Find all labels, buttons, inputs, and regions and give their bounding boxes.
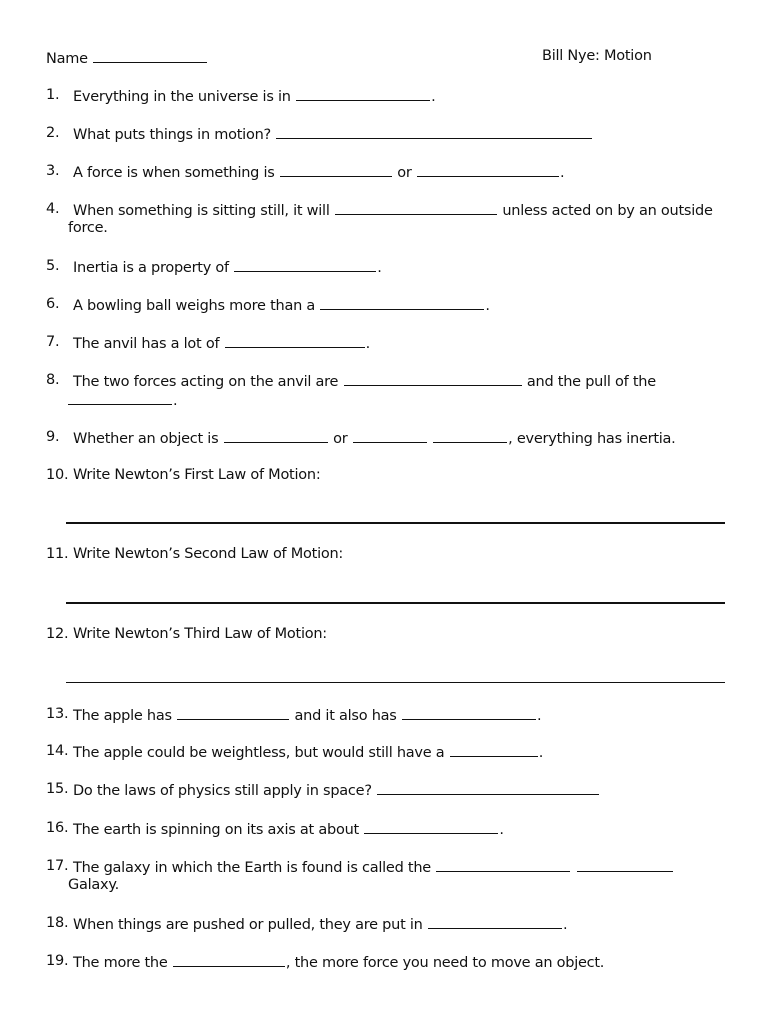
question-16: The earth is spinning on its axis at about . — [73, 819, 504, 840]
answer-blank[interactable] — [320, 295, 484, 310]
question-number: 1. — [46, 87, 60, 103]
question-number: 13. — [46, 706, 69, 722]
question-number: 9. — [46, 429, 60, 445]
answer-blank[interactable] — [433, 428, 507, 443]
answer-line[interactable] — [66, 682, 725, 683]
question-15: Do the laws of physics still apply in space? — [73, 780, 600, 801]
question-1: Everything in the universe is in . — [73, 86, 435, 107]
question-number: 8. — [46, 372, 60, 388]
answer-blank[interactable] — [364, 819, 498, 834]
question-3: A force is when something is or . — [73, 162, 564, 183]
question-2: What puts things in motion? — [73, 124, 593, 145]
question-12: Write Newton’s Third Law of Motion: — [73, 626, 327, 642]
question-number: 16. — [46, 820, 69, 836]
question-number: 7. — [46, 334, 60, 350]
question-4-continued: force. — [68, 220, 108, 236]
answer-blank[interactable] — [402, 705, 536, 720]
question-19: The more the , the more force you need to move an object. — [73, 952, 604, 973]
question-number: 14. — [46, 743, 69, 759]
answer-blank[interactable] — [173, 952, 285, 967]
question-number: 17. — [46, 858, 69, 874]
question-17: The galaxy in which the Earth is found is called the — [73, 857, 674, 878]
answer-blank[interactable] — [344, 371, 522, 386]
question-number: 5. — [46, 258, 60, 274]
question-7: The anvil has a lot of . — [73, 333, 370, 354]
name-line — [46, 48, 208, 67]
answer-blank[interactable] — [377, 780, 599, 795]
question-10: Write Newton’s First Law of Motion: — [73, 467, 321, 483]
worksheet-title: Bill Nye: Motion — [542, 48, 652, 64]
question-number: 19. — [46, 953, 69, 969]
question-number: 18. — [46, 915, 69, 931]
question-number: 2. — [46, 125, 60, 141]
question-number: 12. — [46, 626, 69, 642]
answer-blank[interactable] — [417, 162, 559, 177]
question-5: Inertia is a property of . — [73, 257, 382, 278]
question-14: The apple could be weightless, but would still have a . — [73, 742, 543, 763]
question-8-continued: . — [68, 390, 177, 411]
question-13: The apple has and it also has . — [73, 705, 541, 726]
answer-blank[interactable] — [68, 390, 172, 405]
question-18: When things are pushed or pulled, they are put in . — [73, 914, 567, 935]
question-17-continued: Galaxy. — [68, 877, 119, 893]
question-4: When something is sitting still, it will unless acted on by an outside — [73, 200, 713, 221]
answer-blank[interactable] — [450, 742, 538, 757]
answer-line[interactable] — [66, 522, 725, 524]
question-number: 3. — [46, 163, 60, 179]
answer-blank[interactable] — [177, 705, 289, 720]
name-label: Name — [46, 51, 88, 67]
answer-blank[interactable] — [276, 124, 592, 139]
answer-blank[interactable] — [225, 333, 365, 348]
name-blank[interactable] — [93, 48, 207, 63]
answer-blank[interactable] — [428, 914, 562, 929]
answer-line[interactable] — [66, 602, 725, 604]
answer-blank[interactable] — [335, 200, 497, 215]
answer-blank[interactable] — [436, 857, 570, 872]
question-number: 15. — [46, 781, 69, 797]
question-number: 6. — [46, 296, 60, 312]
question-number: 10. — [46, 467, 69, 483]
answer-blank[interactable] — [280, 162, 392, 177]
question-number: 11. — [46, 546, 69, 562]
answer-blank[interactable] — [234, 257, 376, 272]
question-8: The two forces acting on the anvil are and the pull of the — [73, 371, 656, 392]
answer-blank[interactable] — [577, 857, 673, 872]
answer-blank[interactable] — [224, 428, 328, 443]
question-number: 4. — [46, 201, 60, 217]
question-11: Write Newton’s Second Law of Motion: — [73, 546, 344, 562]
answer-blank[interactable] — [296, 86, 430, 101]
answer-blank[interactable] — [353, 428, 427, 443]
question-6: A bowling ball weighs more than a . — [73, 295, 490, 316]
question-9: Whether an object is or , everything has inertia. — [73, 428, 676, 449]
